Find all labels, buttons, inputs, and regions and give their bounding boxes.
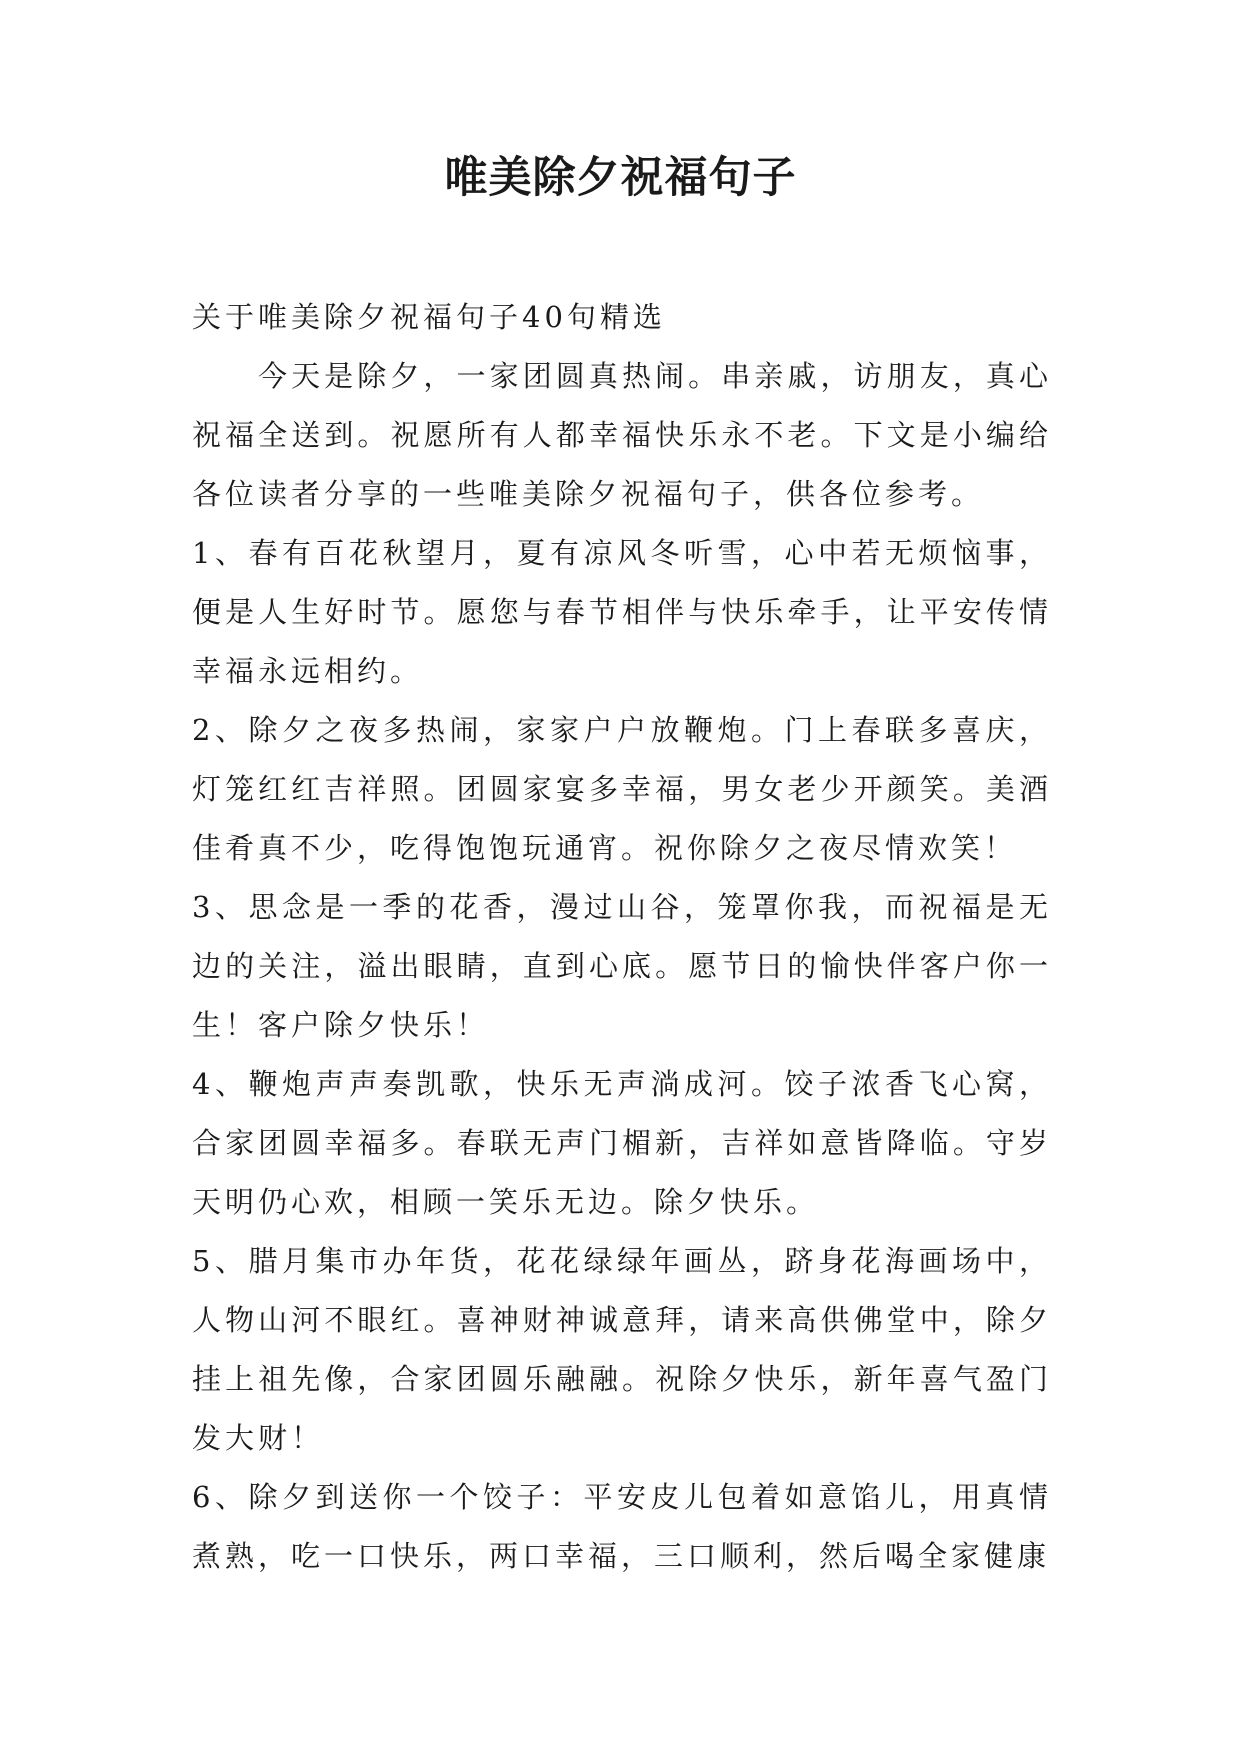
intro-paragraph: 今天是除夕，一家团圆真热闹。串亲戚，访朋友，真心祝福全送到。祝愿所有人都幸福快乐永不老。下文是小编给各位读者分享的一些唯美除夕祝福句子，供各位参考。 xyxy=(192,359,1052,511)
list-item: 5、腊月集市办年货，花花绿绿年画丛，跻身花海画场中，人物山河不眼红。喜神财神诚意拜，请来高供佛堂中，除夕挂上祖先像，合家团圆乐融融。祝除夕快乐，新年喜气盈门发大财！ xyxy=(192,1244,1052,1455)
subtitle: 关于唯美除夕祝福句子40句精选 xyxy=(192,300,666,334)
document-title: 唯美除夕祝福句子 xyxy=(444,153,797,203)
list-item: 3、思念是一季的花香，漫过山谷，笼罩你我，而祝福是无边的关注，溢出眼睛，直到心底。愿节日的愉快伴客户你一生！客户除夕快乐！ xyxy=(192,890,1052,1042)
list-item: 4、鞭炮声声奏凯歌，快乐无声淌成河。饺子浓香飞心窝，合家团圆幸福多。春联无声门楣新，吉祥如意皆降临。守岁天明仍心欢，相顾一笑乐无边。除夕快乐。 xyxy=(192,1067,1052,1219)
list-item: 6、除夕到送你一个饺子：平安皮儿包着如意馅儿，用真情煮熟，吃一口快乐，两口幸福，三口顺利，然后喝全家健康 xyxy=(192,1480,1052,1573)
list-item: 2、除夕之夜多热闹，家家户户放鞭炮。门上春联多喜庆，灯笼红红吉祥照。团圆家宴多幸福，男女老少开颜笑。美酒佳肴真不少，吃得饱饱玩通宵。祝你除夕之夜尽情欢笑！ xyxy=(192,713,1052,865)
list-item: 1、春有百花秋望月，夏有凉风冬听雪，心中若无烦恼事，便是人生好时节。愿您与春节相伴与快乐牵手，让平安传情幸福永远相约。 xyxy=(192,536,1052,688)
document-body xyxy=(192,288,1052,1586)
